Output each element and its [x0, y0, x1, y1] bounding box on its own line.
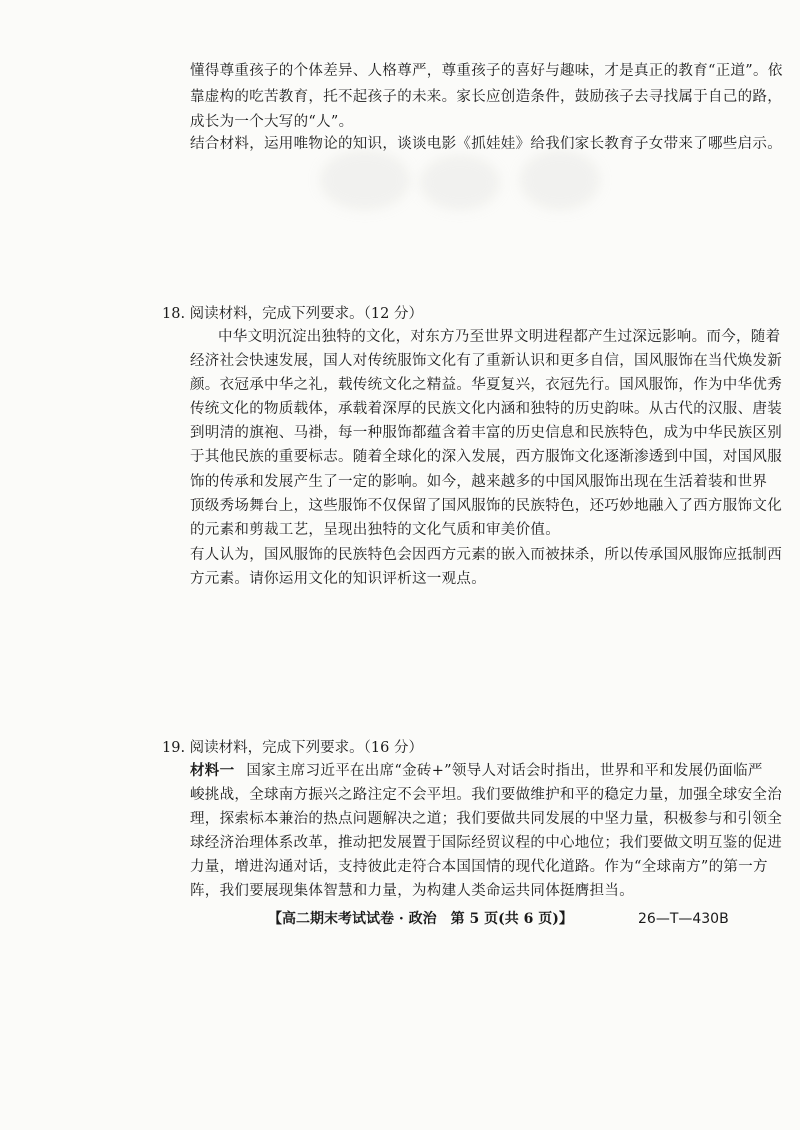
material-line: 经济社会快速发展，国人对传统服饰文化有了重新认识和更多自信，国风服饰在当代焕发新 — [190, 353, 782, 369]
exam-code: 26—T—430B — [638, 911, 729, 927]
material-line: 的元素和剪裁工艺，呈现出独特的文化气质和审美价值。 — [190, 522, 560, 538]
material-line: 到明清的旗袍、马褂，每一种服饰都蕴含着丰富的历史信息和民族特色，成为中华民族区别 — [190, 425, 782, 441]
question-prompt: 方元素。请你运用文化的知识评析这一观点。 — [190, 571, 486, 587]
text-line: 懂得尊重孩子的个体差异、人格尊严，尊重孩子的喜好与趣味，才是真正的教育“正道”。依 — [190, 63, 783, 79]
bleed-through-shadow — [320, 150, 410, 210]
material-line: 力量，增进沟通对话，支持彼此走符合本国国情的现代化道路。作为“全球南方”的第一方 — [190, 859, 768, 875]
material-line: 传统文化的物质载体，承载着深厚的民族文化内涵和独特的历史韵味。从古代的汉服、唐装 — [190, 401, 782, 417]
text-line: 靠虚构的吃苦教育，托不起孩子的未来。家长应创造条件，鼓励孩子去寻找属于自己的路， — [190, 89, 782, 105]
bleed-through-shadow — [420, 155, 500, 210]
page-footer: 【高二期末考试试卷 · 政治 第 5 页(共 6 页)】 — [268, 911, 573, 927]
material-line: 于其他民族的重要标志。随着全球化的深入发展，西方服饰文化逐渐渗透到中国，对国风服 — [190, 449, 782, 465]
material-line: 顶级秀场舞台上，这些服饰不仅保留了国风服饰的民族特色，还巧妙地融入了西方服饰文化 — [190, 498, 782, 514]
material-line: 颜。衣冠承中华之礼，载传统文化之精益。华夏复兴，衣冠先行。国风服饰，作为中华优秀 — [190, 377, 782, 393]
question-19-heading: 19. 阅读材料，完成下列要求。（16 分） — [162, 740, 423, 756]
material-line — [190, 761, 763, 781]
material-line: 理，探索标本兼治的热点问题解决之道；我们要做共同发展的中坚力量，积极参与和引领全 — [190, 811, 782, 827]
material-line: 饰的传承和发展产生了一定的影响。如今，越来越多的中国风服饰出现在生活着装和世界 — [190, 474, 768, 490]
material-line: 阵，我们要展现集体智慧和力量，为构建人类命运共同体挺膺担当。 — [190, 883, 634, 899]
question-prompt: 有人认为，国风服饰的民族特色会因西方元素的嵌入而被抹杀，所以传承国风服饰应抵制西 — [190, 547, 782, 563]
text-line: 成长为一个大写的“人”。 — [190, 114, 354, 130]
material-line: 中华文明沉淀出独特的文化，对东方乃至世界文明进程都产生过深远影响。而今，随着 — [218, 329, 781, 345]
material-line: 峻挑战，全球南方振兴之路注定不会平坦。我们要做维护和平的稳定力量，加强全球安全治 — [190, 787, 782, 803]
question-18-heading: 18. 阅读材料，完成下列要求。（12 分） — [162, 306, 423, 322]
question-prompt: 结合材料，运用唯物论的知识，谈谈电影《抓娃娃》给我们家长教育子女带来了哪些启示。 — [190, 136, 782, 152]
bleed-through-shadow — [520, 150, 600, 210]
material-text: 国家主席习近平在出席“金砖+”领导人对话会时指出，世界和平和发展仍面临严 — [246, 763, 763, 779]
material-label: 材料一 — [190, 762, 235, 779]
material-line: 球经济治理体系改革，推动把发展置于国际经贸议程的中心地位；我们要做文明互鉴的促进 — [190, 835, 782, 851]
